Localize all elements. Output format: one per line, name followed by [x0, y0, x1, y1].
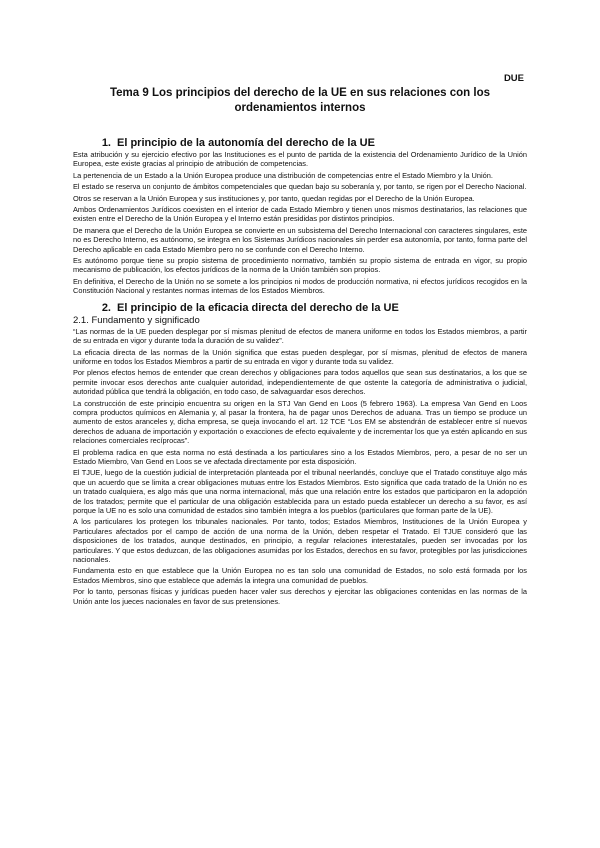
page-title: Tema 9 Los principios del derecho de la UE en sus relaciones con los ordenamientos internos: [109, 87, 491, 114]
s2-paragraph-4: La construcción de este principio encuentra su origen en la STJ Van Gend en Loos (5 febrero 1963). La empresa Van Gend en Loos compra productos químicos en Alemania y, al pasar la frontera, ha de pagar unos Derechos de aduana. Tras un tiempo se produce un aumento de estos aranceles y, dicha empresa, se queja invocando el art. 12 TCE “Los EM se abstendrán de establecer entre sí nuevos derechos de aduana de importación y exportación o exacciones de efecto equivalente y de incrementar los que ya estén aplicando en sus relaciones comerciales recíprocas”.: [73, 398, 527, 446]
s1-paragraph-5: Ambos Ordenamientos Jurídicos coexisten en el interior de cada Estado Miembro y tienen unos mismos destinatarios, las relaciones que existen entre el Derecho de la Unión Europea y el Interno están presididas por distintos principios.: [73, 205, 527, 224]
s2-paragraph-9: Por lo tanto, personas físicas y jurídicas pueden hacer valer sus derechos y ejercitar las obligaciones contenidas en las normas de la Unión ante los jueces nacionales en favor de sus pretensiones.: [73, 587, 527, 606]
s2-paragraph-8: Fundamenta esto en que establece que la Unión Europea no es tan solo una comunidad de Estados, no solo está formada por los Estados Miembros, sino que establece que además la integra una comunidad de pueblos.: [73, 566, 527, 585]
s2-paragraph-3: Por plenos efectos hemos de entender que crean derechos y obligaciones para todos aquellos que sean sus destinatarios, a los que se permite invocar esos derechos ante cualquier autoridad, independientemente de que ostente la categoría de administrativa o judicial, autoridad pública que tendrá la obligación, en todo caso, de salvaguardar esos derechos.: [73, 368, 527, 397]
s2-paragraph-2: La eficacia directa de las normas de la Unión significa que estas pueden desplegar, por sí mismas, plenitud de efectos de manera uniforme en todos los Estados Miembros a partir de su entrada en vigor y durante toda su validez.: [73, 347, 527, 366]
section-1-title: El principio de la autonomía del derecho de la UE: [117, 137, 375, 149]
document-body: [73, 136, 527, 608]
section-1-number: 1.: [101, 137, 111, 149]
subsection-2-1-heading: 2.1. Fundamento y significado: [73, 314, 200, 326]
s1-paragraph-2: La pertenencia de un Estado a la Unión Europea produce una distribución de competencias entre el Estado Miembro y la Unión.: [73, 170, 493, 180]
s1-paragraph-3: El estado se reserva un conjunto de ámbitos competenciales que quedan bajo su soberanía y, por tanto, se rigen por el Derecho Nacional.: [73, 182, 527, 192]
s1-paragraph-8: En definitiva, el Derecho de la Unión no se somete a los principios ni modos de producción normativa, ni efectos jurídicos recogidos en la Constitución Nacional y restantes normas internas de los Estados Miembros.: [73, 276, 527, 296]
s2-paragraph-6: El TJUE, luego de la cuestión judicial de interpretación planteada por el tribunal neerlandés, concluye que el Tratado constituye algo más que un acuerdo que se limita a crear obligaciones mutuas entre los Estados Miembros. Esto significa que cada tratado de la Unión no es un tratado cualquiera, es algo más que una norma internacional, más que una relación entre los estados que participaron en la adopción de los tratados; permite que el particular de una obligación establecida para un estado pueda establecer un derecho a su favor, es así porque la UE no es solo una comunidad de estados sino también integra a los pueblos (particulares que forman parte de la UE).: [73, 468, 527, 515]
section-2-heading: [89, 301, 527, 315]
s1-paragraph-1: Esta atribución y su ejercicio efectivo por las Instituciones es el punto de partida de la existencia del Ordenamiento Jurídico de la Unión Europea, este existe gracias al principio de atribución de competencias.: [73, 150, 527, 169]
s2-paragraph-5: El problema radica en que esta norma no está destinada a los particulares sino a los Estados Miembros, pero, a pesar de no ser un Estado Miembro, Van Gend en Loos se ve afectada directamente por esta disposición.: [73, 447, 527, 466]
s1-paragraph-7: Es autónomo porque tiene su propio sistema de procedimiento normativo, también su propio sistema de entrada en vigor, su propio mecanismo de publicación, los efectos jurídicos de la norma de la Unión también son propios.: [73, 256, 527, 275]
section-2-title: El principio de la eficacia directa del derecho de la UE: [117, 301, 399, 314]
course-tag: DUE: [503, 73, 524, 84]
section-2-number: 2.: [101, 301, 111, 314]
s2-paragraph-7: A los particulares los protegen los tribunales nacionales. Por tanto, todos; Estados Miembros, Instituciones de la Unión Europea y Particulares afectados por el campo de acción de una norma de la Unión, deben respetar el Tratado. El TJUE consideró que las disposiciones de los tratados, aunque destinados, en principio, a regular relaciones interestatales, pueden ser invocadas por los particulares. Y que estos deduzcan, de las obligaciones asumidas por los Estados, derechos en su favor, protegibles por las jurisdicciones nacionales.: [73, 517, 527, 565]
s1-paragraph-4: Otros se reservan a la Unión Europea y sus instituciones y, por tanto, quedan regidas por el Derecho de la Unión Europea.: [73, 193, 475, 203]
section-1-heading: [89, 136, 527, 150]
s1-paragraph-6: De manera que el Derecho de la Unión Europea se convierte en un subsistema del Derecho Internacional con caracteres singulares, este no es Derecho Interno, es autónomo, se integra en los Sistemas Jurídicos nacionales sin perder esa autonomía, por tanto, forma parte del Derecho aplicable en cada Estado Miembro pero no se confunde con el Derecho Interno.: [73, 225, 527, 254]
s2-paragraph-1: “Las normas de la UE pueden desplegar por sí mismas plenitud de efectos de manera uniforme en todos los Estados miembros, a partir de su entrada en vigor y durante toda la duración de su validez”.: [73, 326, 527, 346]
